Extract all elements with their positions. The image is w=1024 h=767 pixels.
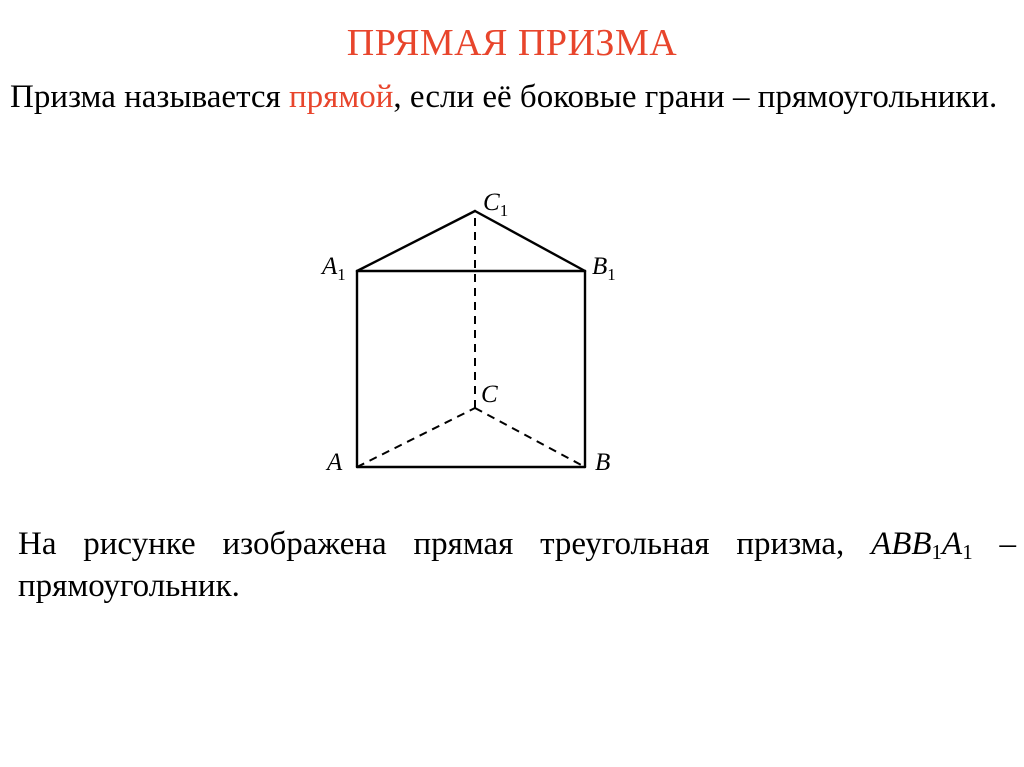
hidden-edge-cb [475,408,585,467]
label-c1-letter: C [483,189,500,216]
label-a1-letter: A [322,253,338,280]
label-b1-letter: B [592,253,608,280]
formula-base: ABB [871,526,932,562]
label-a: A [327,449,343,476]
label-a1-sub: 1 [337,265,346,284]
edge-a1c1 [357,211,475,271]
definition-paragraph [10,76,1016,118]
slide-title: ПРЯМАЯ ПРИЗМА [346,22,678,64]
label-c: C [481,381,498,408]
description-paragraph [18,523,1016,607]
definition-text-start: Призма называется [10,79,289,115]
prism-diagram [300,180,640,490]
label-a1 [320,253,346,284]
label-b: B [595,449,611,476]
formula-rectangle [871,526,973,562]
formula-sub-1: 1 [931,540,943,564]
description-tail: – прямоугольник. [18,526,1017,604]
formula-mid: A [942,526,963,562]
definition-text-end: , если её боковые грани – прямоугольники. [393,79,998,115]
description-text: На рисунке изображена прямая треугольная призма, [18,526,872,562]
label-b1 [592,253,616,284]
label-b1-sub: 1 [607,265,616,284]
edge-c1b1 [475,211,585,271]
formula-sub-2: 1 [962,540,973,564]
label-c1-sub: 1 [499,201,509,220]
hidden-edge-ac [357,408,475,467]
prism-figure [300,180,640,490]
definition-highlight: прямой [288,79,394,115]
label-c1 [483,189,508,220]
